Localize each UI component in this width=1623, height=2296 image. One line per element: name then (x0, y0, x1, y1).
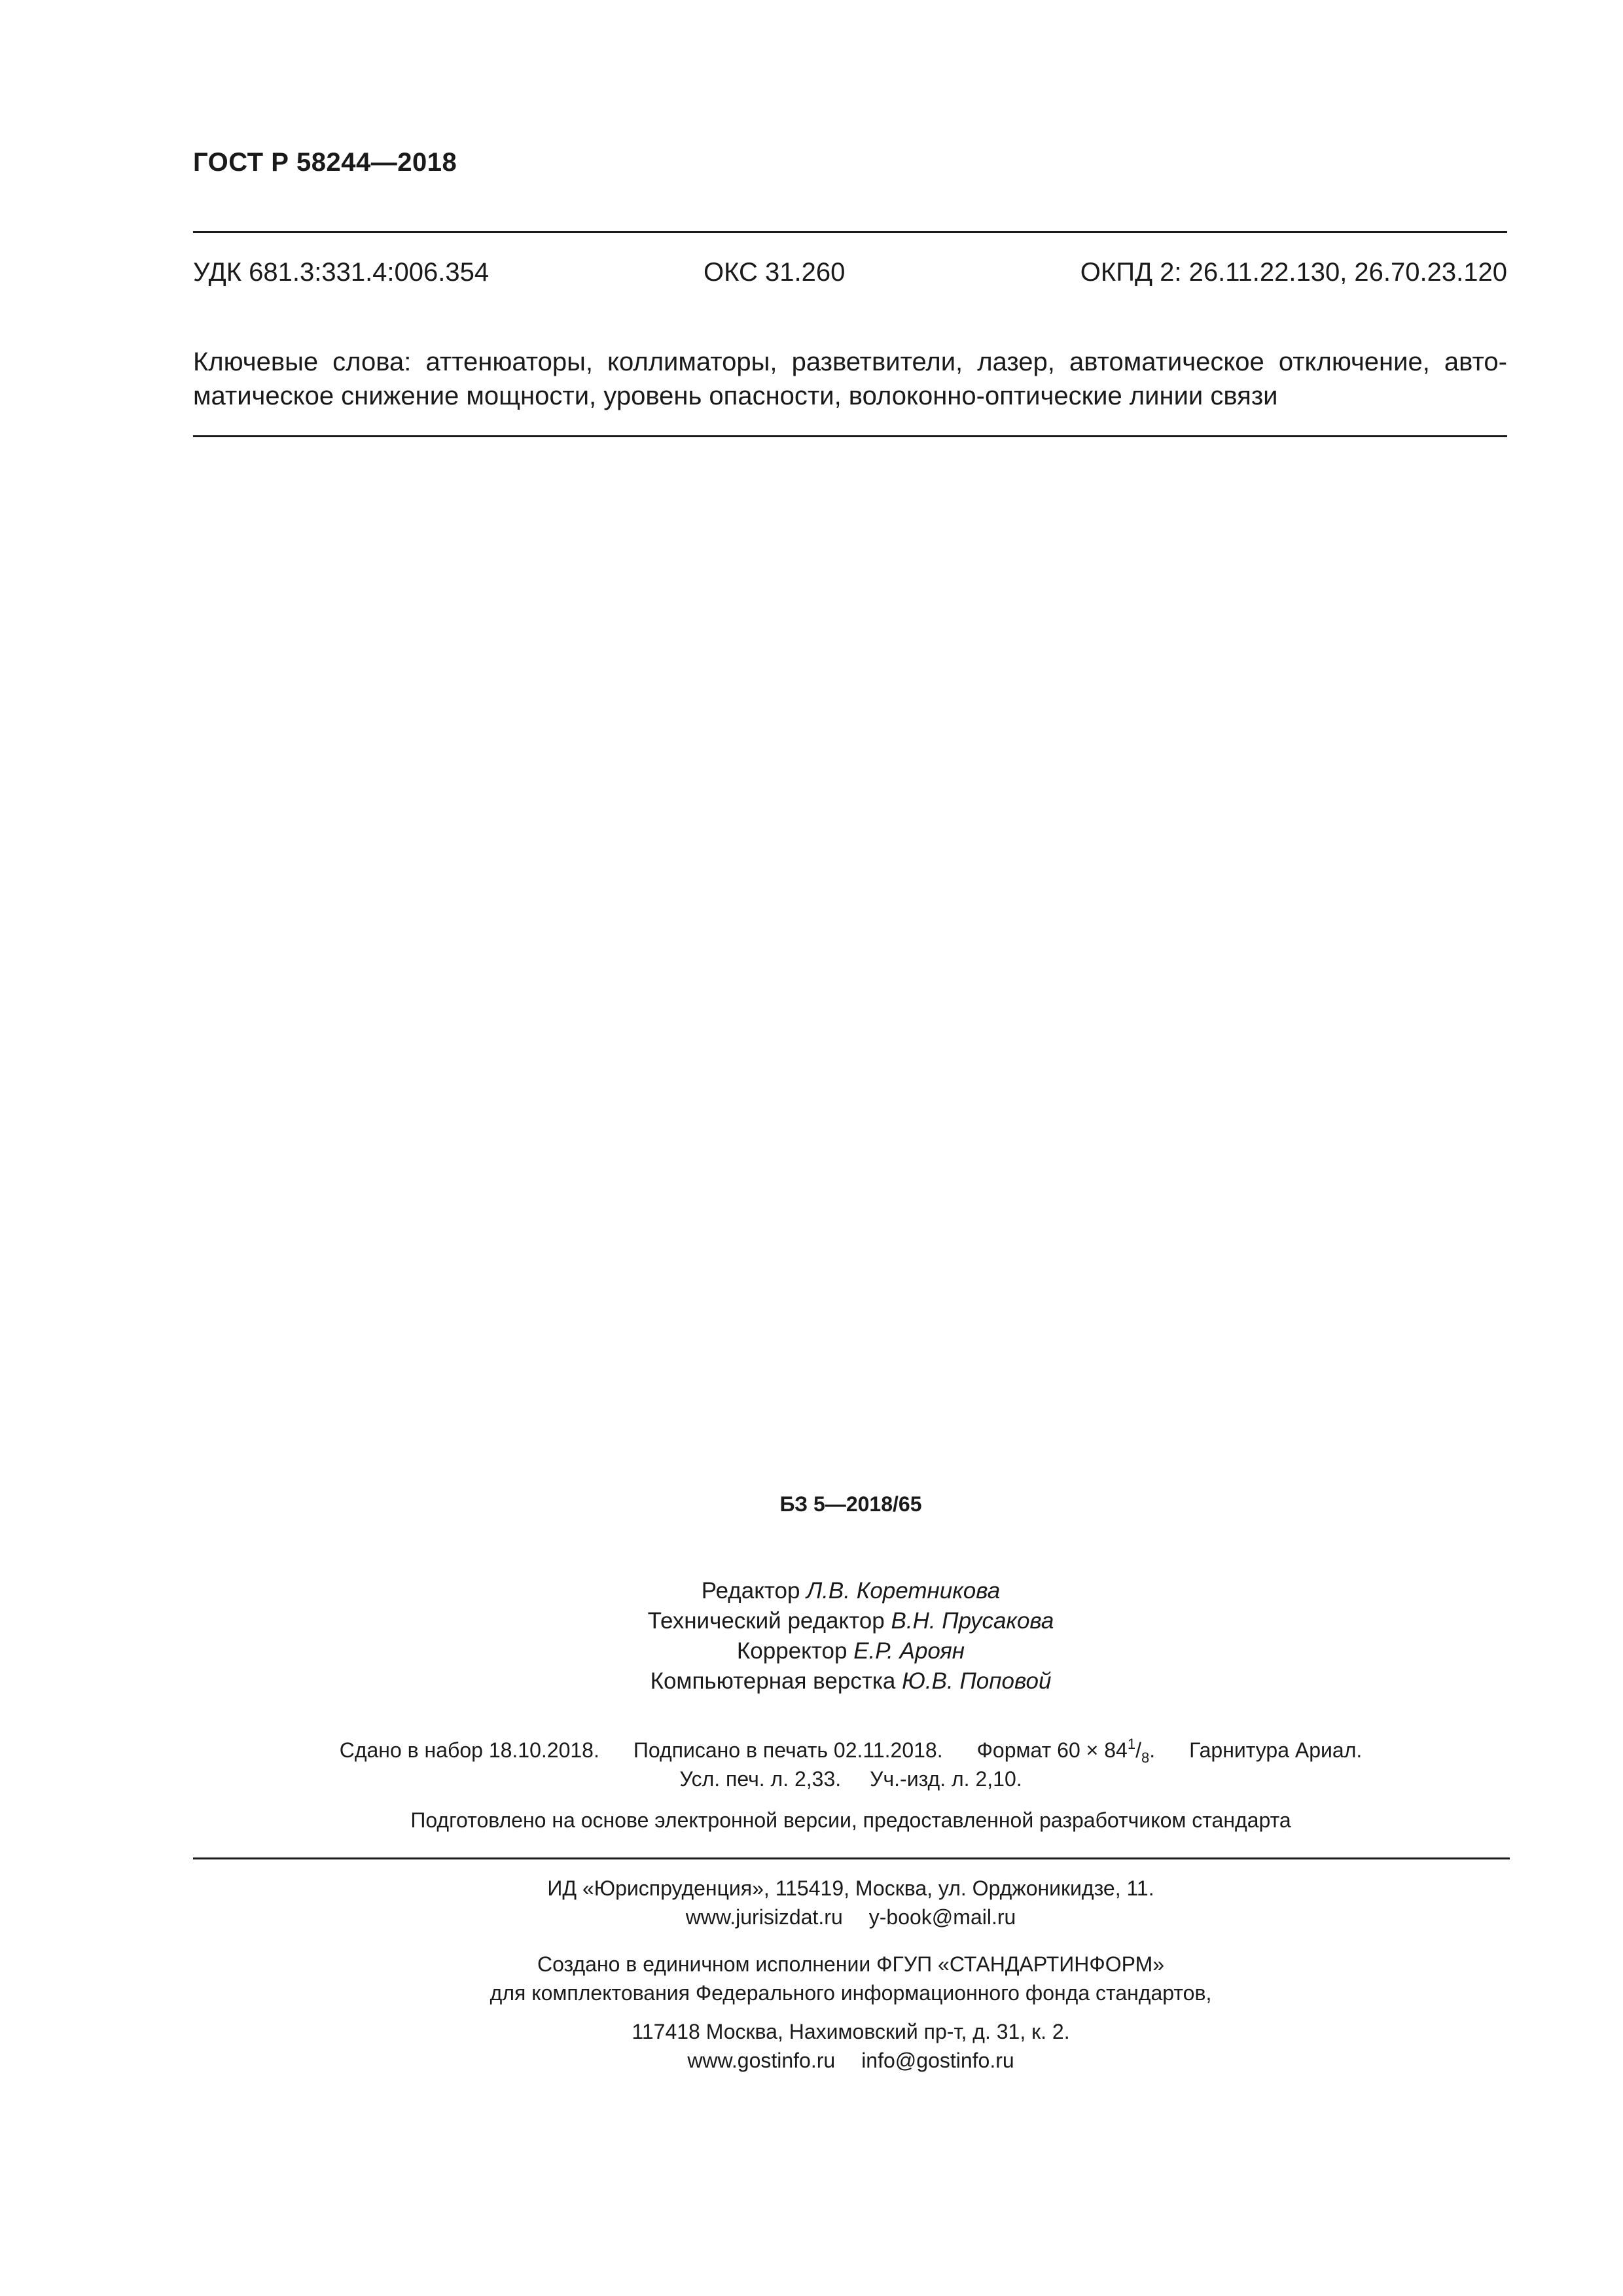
publisher-block (0, 1874, 1623, 1931)
created-line-2: для комплектования Федерального информационного фонда стандартов, (490, 1981, 1212, 2005)
credit-person: Ю.В. Поповой (902, 1668, 1052, 1694)
credit-layout (0, 1666, 1623, 1696)
publisher-site-link: www.jurisizdat.ru (685, 1905, 843, 1929)
signed-date: Подписано в печать 02.11.2018. (633, 1738, 943, 1762)
keywords-line-1: Ключевые слова: аттенюаторы, коллиматоры, разветвители, лазер, автоматическое отключение, авто- (193, 348, 1507, 376)
print-info-line-1 (0, 1736, 1623, 1765)
udk-code: УДК 681.3:331.4:006.354 (193, 258, 490, 287)
standartinform-address: 117418 Москва, Нахимовский пр-т, д. 31, к. 2. (632, 2020, 1070, 2043)
prepared-note: Подготовлено на основе электронной версии, предоставленной разработчиком стандарта (410, 1808, 1291, 1832)
submitted-date: Сдано в набор 18.10.2018. (339, 1738, 599, 1762)
divider-top (193, 231, 1507, 233)
standartinform-contacts (0, 2046, 1623, 2075)
standartinform-email-link: info@gostinfo.ru (861, 2049, 1014, 2072)
paper-format: Формат $60 \times 84^1/_8$. (976, 1736, 1156, 1766)
bz-number: БЗ 5—2018/65 (779, 1492, 922, 1516)
credit-role: Технический редактор (647, 1608, 885, 1634)
credit-tech-editor (0, 1606, 1623, 1636)
credit-person: Е.Р. Ароян (853, 1638, 965, 1664)
created-block (0, 1950, 1623, 2007)
print-info (0, 1736, 1623, 1793)
standartinform-site-link: www.gostinfo.ru (687, 2049, 836, 2072)
uch-sheets: Уч.-изд. л. 2,10. (870, 1767, 1022, 1791)
credit-role: Редактор (701, 1578, 800, 1604)
divider-keywords (193, 435, 1507, 437)
keywords-line-2: матическое снижение мощности, уровень опасности, волоконно-оптические линии связи (193, 382, 1278, 410)
credit-editor (0, 1576, 1623, 1606)
credit-corrector (0, 1636, 1623, 1666)
credit-person: Л.В. Коретникова (806, 1578, 1001, 1604)
publisher-email-link: y-book@mail.ru (868, 1905, 1016, 1929)
credit-person: В.Н. Прусакова (891, 1608, 1054, 1634)
classification-row (193, 258, 1507, 291)
print-info-line-2 (0, 1765, 1623, 1793)
publisher-contacts (0, 1903, 1623, 1931)
typeface: Гарнитура Ариал. (1189, 1738, 1363, 1762)
okpd-code: ОКПД 2: 26.11.22.130, 26.70.23.120 (1080, 258, 1507, 287)
standartinform-block (0, 2017, 1623, 2075)
document-id: ГОСТ Р 58244—2018 (193, 148, 457, 177)
keywords-block (193, 345, 1507, 413)
publisher-address: ИД «Юриспруденция», 115419, Москва, ул. Орджоникидзе, 11. (547, 1876, 1154, 1900)
oks-code: ОКС 31.260 (704, 258, 846, 287)
credit-role: Компьютерная верстка (650, 1668, 896, 1694)
credit-role: Корректор (736, 1638, 847, 1664)
usl-sheets: Усл. печ. л. 2,33. (679, 1767, 842, 1791)
created-line-1: Создано в единичном исполнении ФГУП «СТАНДАРТИНФОРМ» (537, 1952, 1165, 1976)
credits-block (0, 1576, 1623, 1696)
divider-imprint (193, 1857, 1510, 1859)
